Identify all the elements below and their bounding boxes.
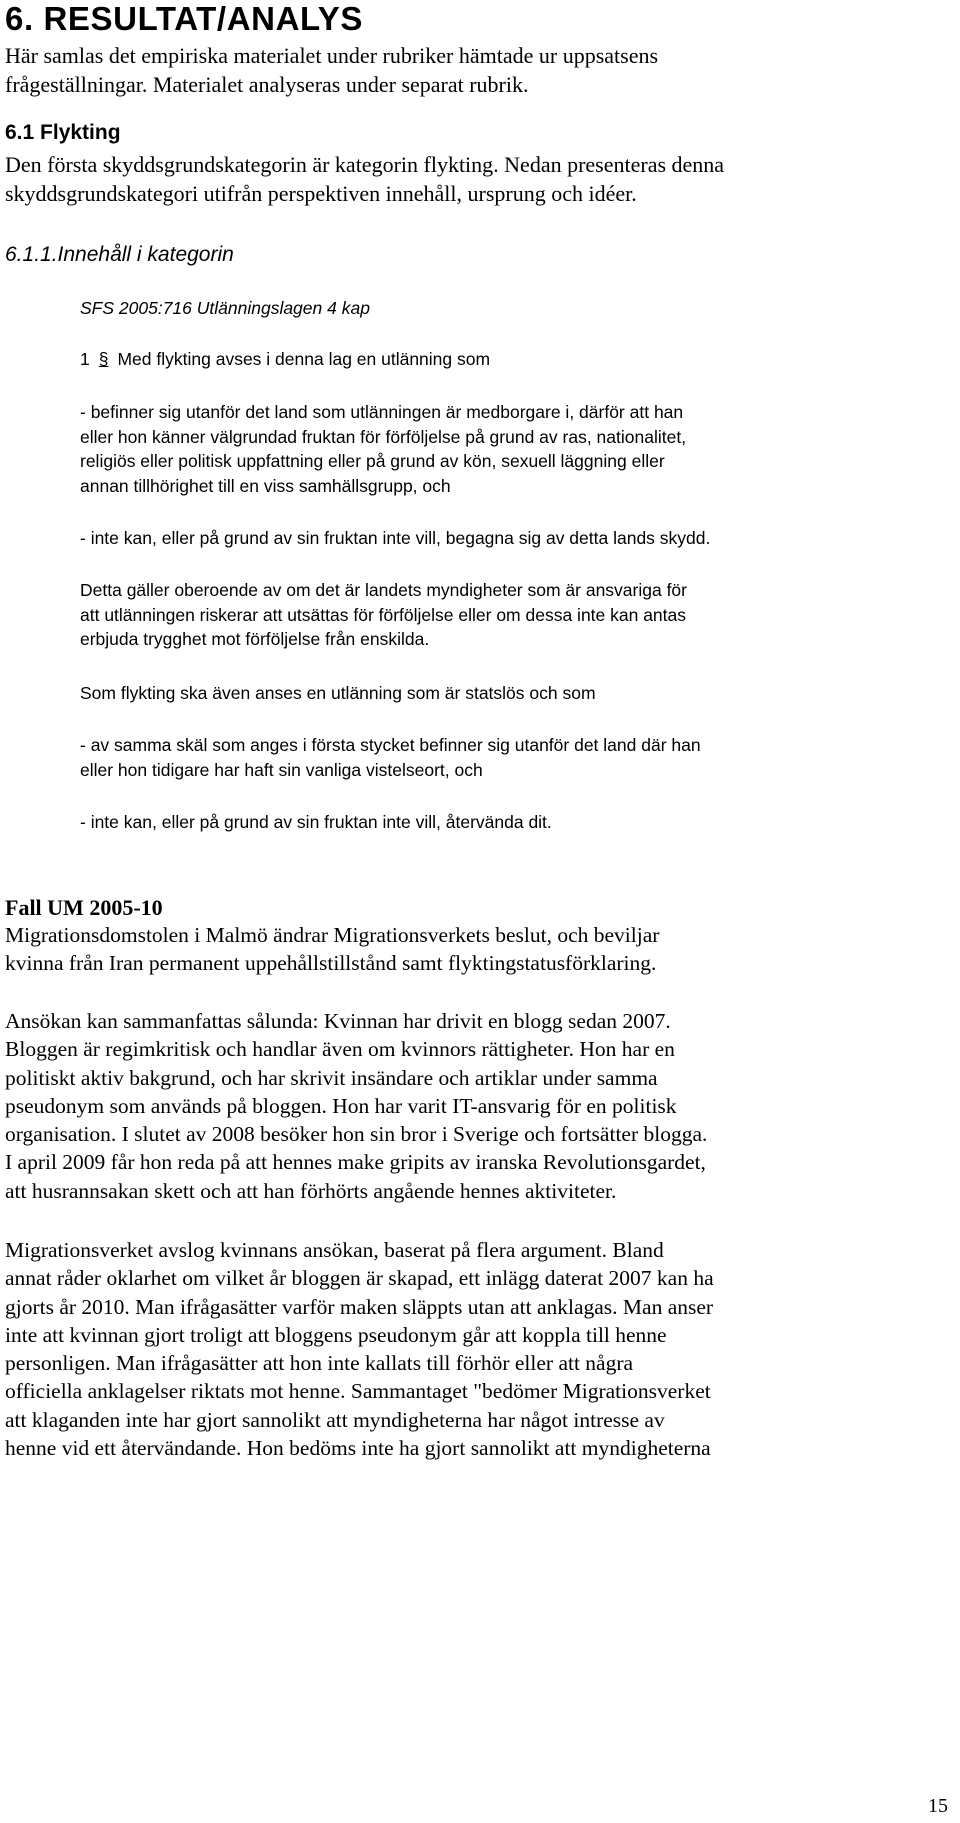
paragraph-intro: Med flykting avses i denna lag en utlänning som [117, 349, 491, 369]
text-line: inte att kvinnan gjort troligt att bloggens pseudonym går att koppla till henne [5, 1322, 667, 1347]
case-title: Fall UM 2005-10 [5, 895, 163, 920]
law-item-4: - inte kan, eller på grund av sin fruktan inte vill, återvända dit. [80, 812, 552, 832]
case-paragraph-1 [5, 921, 659, 978]
text-line: pseudonym som används på bloggen. Hon har varit IT-ansvarig för en politisk [5, 1093, 677, 1118]
text-line: henne vid ett återvändande. Hon bedöms inte ha gjort sannolikt att myndigheterna [5, 1436, 711, 1461]
text-line: organisation. I slutet av 2008 besöker hon sin bror i Sverige och fortsätter blogga. [5, 1122, 708, 1147]
section-sign: § [98, 349, 109, 369]
text-line: religiös eller politisk uppfattning eller på grund av kön, sexuell läggning eller [80, 451, 665, 471]
text-line: gjorts år 2010. Man ifrågasätter varför maken släppts utan att anklagas. Man anser [5, 1294, 714, 1319]
text-line: officiella anklagelser riktats mot henne. Sammantaget "bedömer Migrationsverket [5, 1379, 711, 1404]
text-line: Här samlas det empiriska materialet under rubriker hämtade ur uppsatsens [5, 43, 659, 68]
text-line: Detta gäller oberoende av om det är landets myndigheter som är ansvariga för [80, 580, 687, 600]
text-line: Bloggen är regimkritisk och handlar även om kvinnors rättigheter. Hon har en [5, 1037, 675, 1062]
law-source: SFS 2005:716 Utlänningslagen 4 kap [80, 298, 370, 318]
page-heading: 6. RESULTAT/ANALYS [5, 0, 363, 37]
text-line: kvinna från Iran permanent uppehållstillstånd samt flyktingstatusförklaring. [5, 951, 657, 976]
intro-paragraph [5, 41, 658, 99]
text-line: eller hon känner välgrundad fruktan för förföljelse på grund av ras, nationalitet, [80, 426, 687, 447]
text-line: annan tillhörighet till en viss samhällsgrupp, och [80, 475, 451, 496]
text-line: eller hon tidigare har haft sin vanliga vistelseort, och [80, 759, 483, 780]
text-line: erbjuda trygghet mot förföljelse från enskilda. [80, 629, 430, 649]
case-paragraph-2 [5, 1007, 707, 1205]
law-paragraph-heading [80, 347, 490, 372]
case-paragraph-3 [5, 1236, 714, 1462]
text-line: Migrationsverket avslog kvinnans ansökan, baserat på flera argument. Bland [5, 1238, 664, 1262]
text-line: att klaganden inte har gjort sannolikt att myndigheterna har något intresse av [5, 1407, 665, 1432]
law-paragraph-4: Som flykting ska även anses en utlänning som är statslös och som [80, 683, 596, 703]
text-line: I april 2009 får hon reda på att hennes make gripits av iranska Revolutionsgardet, [5, 1150, 706, 1175]
text-line: skyddsgrundskategori utifrån perspektiven innehåll, ursprung och idéer. [5, 181, 637, 206]
law-item-1 [80, 400, 686, 498]
text-line: personligen. Man ifrågasätter att hon inte kallats till förhör eller att några [5, 1351, 634, 1376]
text-line: annat råder oklarhet om vilket år bloggen är skapad, ett inlägg daterat 2007 kan ha [5, 1266, 714, 1291]
law-item-2: - inte kan, eller på grund av sin fruktan inte vill, begagna sig av detta lands skydd. [80, 528, 711, 548]
paragraph-number: 1 [80, 349, 90, 369]
law-paragraph-3 [80, 578, 687, 652]
text-line: att utlänningen riskerar att utsättas för förföljelse eller om dessa inte kan antas [80, 604, 687, 625]
section-title-6-1: 6.1 Flykting [5, 121, 121, 144]
text-line: - av samma skäl som anges i första stycket befinner sig utanför det land där han [80, 735, 701, 755]
section-title-6-1-1: 6.1.1.Innehåll i kategorin [5, 243, 234, 266]
text-line: - befinner sig utanför det land som utlänningen är medborgare i, därför att han [80, 402, 684, 422]
text-line: politiskt aktiv bakgrund, och har skrivit insändare och artiklar under samma [5, 1065, 658, 1090]
text-line: Den första skyddsgrundskategorin är kategorin flykting. Nedan presenteras denna [5, 152, 725, 177]
text-line: Migrationsdomstolen i Malmö ändrar Migrationsverkets beslut, och beviljar [5, 923, 660, 947]
text-line: att husrannsakan skett och att han förhörts angående hennes aktiviteter. [5, 1178, 617, 1203]
law-item-3 [80, 733, 701, 782]
text-line: Ansökan kan sammanfattas sålunda: Kvinnan har drivit en blogg sedan 2007. [5, 1009, 671, 1033]
section-6-1-paragraph [5, 150, 724, 208]
text-line: frågeställningar. Materialet analyseras under separat rubrik. [5, 72, 529, 97]
page-number: 15 [928, 1795, 948, 1817]
